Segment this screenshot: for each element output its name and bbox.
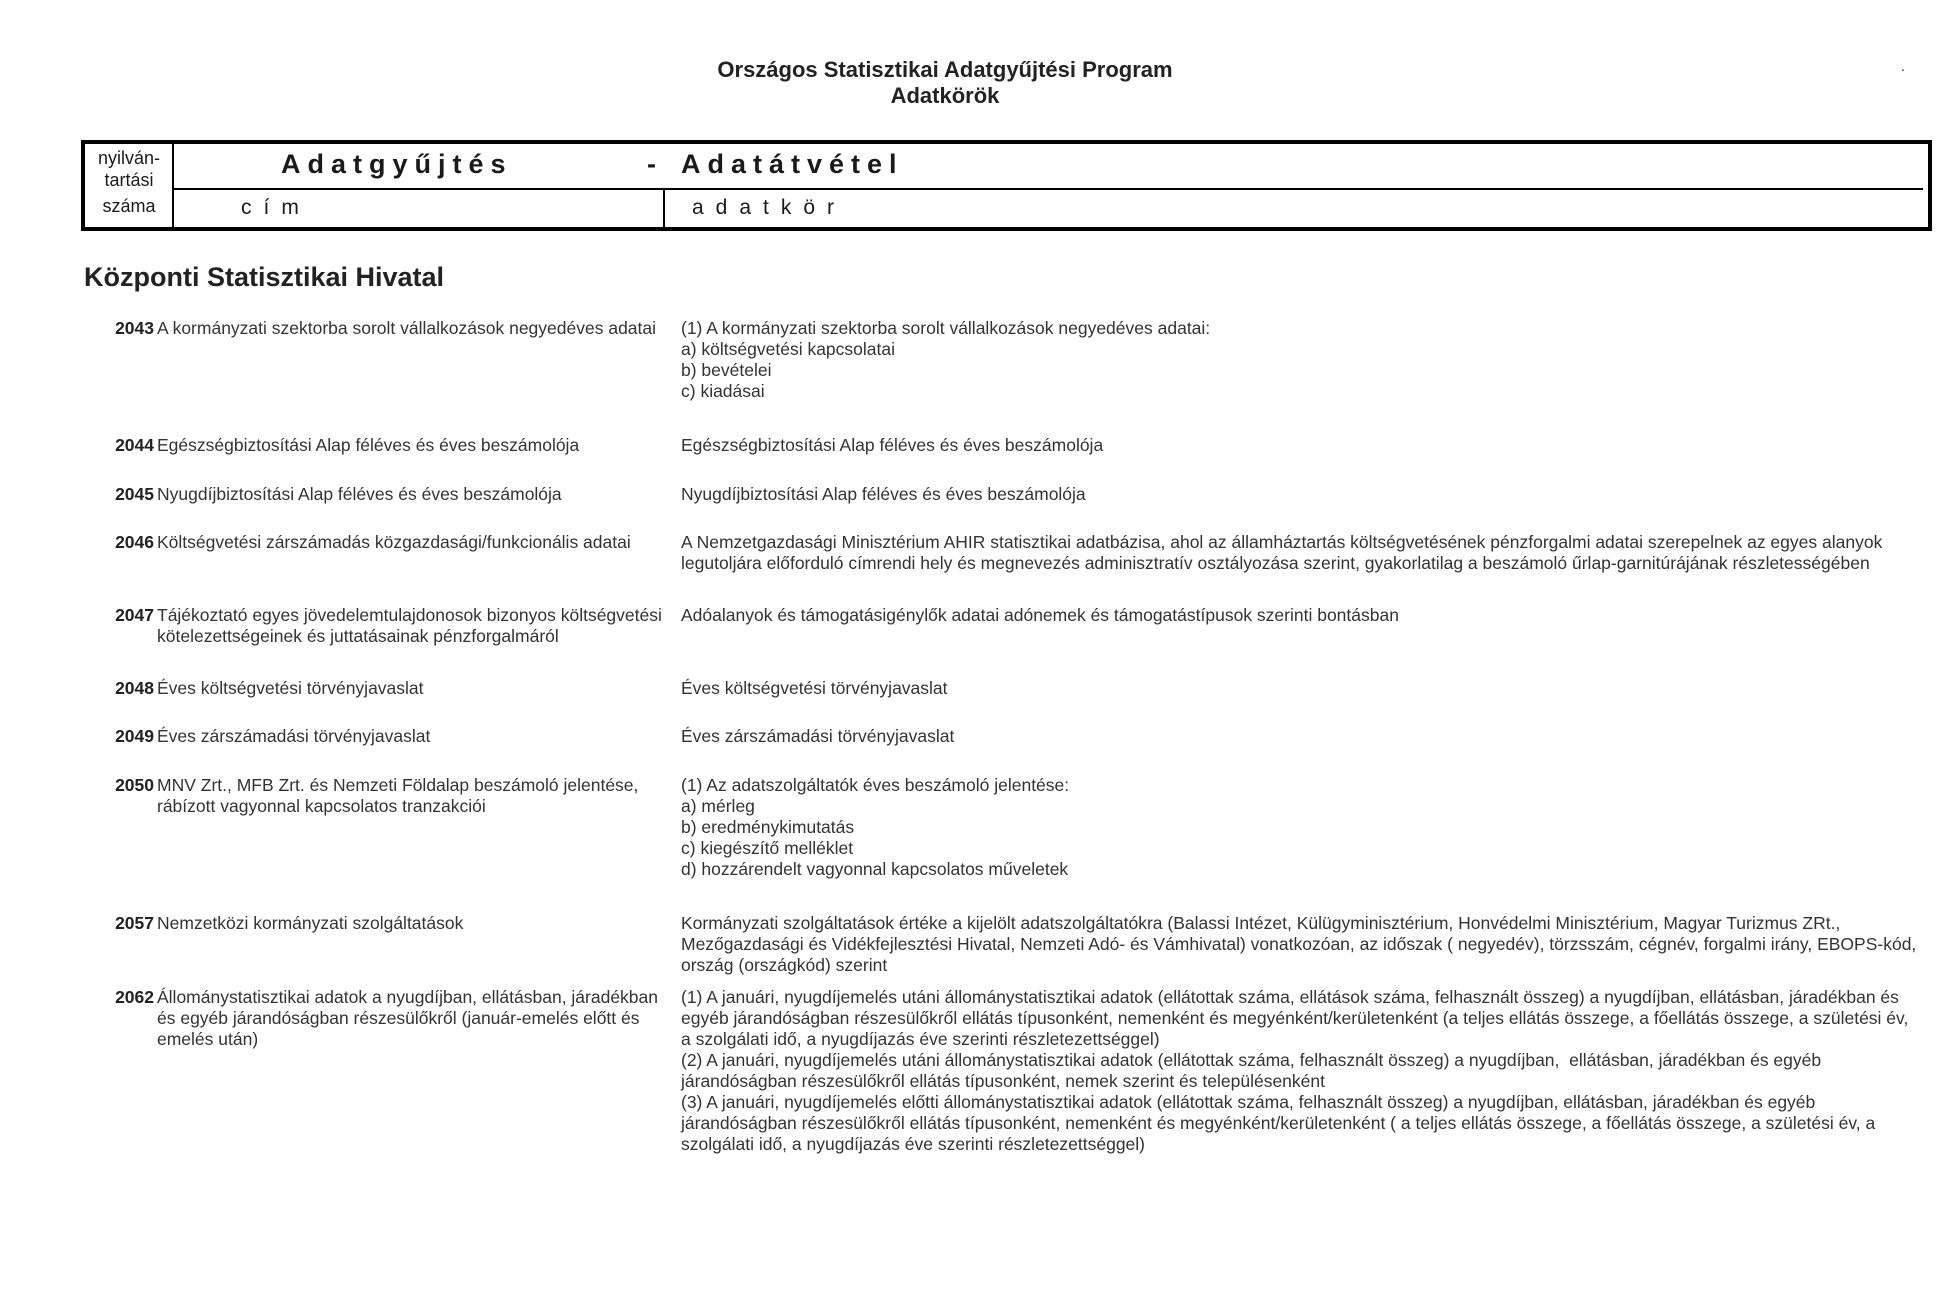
entry-description	[681, 678, 1921, 699]
header-divider	[663, 190, 665, 231]
entry-description-line: (3) A januári, nyugdíjemelés előtti állománystatisztikai adatok (ellátottak száma, felhasznált összeg) a nyugdíjban, ellátásban, járadékban és egyéb járandóságban részesülőkről ellátás típusonként, nemenként és megyénként/kerületenként ( a teljes ellátás összege, a főellátás összege, a születési év, a szolgálati idő, a nyugdíjazás éve szerinti részletezettséggel)	[681, 1092, 1881, 1154]
entry-description-line: Egészségbiztosítási Alap féléves és éves beszámolója	[681, 435, 1104, 455]
entry-description-line: c) kiadásai	[681, 381, 765, 401]
entry-number: 2044	[115, 435, 154, 455]
entry-title: Költségvetési zárszámadás közgazdasági/funkcionális adatai	[157, 532, 631, 552]
entry-title: MNV Zrt., MFB Zrt. és Nemzeti Földalap beszámoló jelentése, rábízott vagyonnal kapcsolatos tranzakciói	[157, 775, 639, 816]
entry-title: Állománystatisztikai adatok a nyugdíjban, ellátásban, járadékban és egyéb járandóságban részesülőkről (január-emelés előtt és emelés után)	[157, 987, 659, 1049]
corner-mark: .	[1901, 58, 1905, 74]
col-header-cim: cím	[241, 196, 311, 219]
entry-description	[681, 484, 1921, 505]
entry-title: Egészségbiztosítási Alap féléves és éves beszámolója	[157, 435, 580, 455]
entry-description-line: (2) A januári, nyugdíjemelés utáni állománystatisztikai adatok (ellátottak száma, felhasznált összeg) a nyugdíjban, ellátásban, járadékban és egyéb járandóságban részesülőkről ellátás típusonként, nemek szerint és településenként	[681, 1050, 1826, 1091]
entry-description-line: A Nemzetgazdasági Minisztérium AHIR statisztikai adatbázisa, ahol az államháztartás költségvetésének pénzforgalmi adatai szerepelnek az egyes alanyok legutoljára előforduló címrendi hely és megnevezés adminisztratív osztályozása szerint, gyakorlatilag a beszámoló űrlap-garnitúrájának részletességében	[681, 532, 1888, 573]
entry-title: Éves költségvetési törvényjavaslat	[157, 678, 424, 698]
entry-description-line: Éves költségvetési törvényjavaslat	[681, 678, 948, 698]
entry-title: A kormányzati szektorba sorolt vállalkozások negyedéves adatai	[157, 318, 657, 338]
organization-heading: Központi Statisztikai Hivatal	[84, 262, 445, 292]
entry-description	[681, 726, 1921, 747]
entry-number: 2045	[115, 484, 154, 504]
entry-number: 2062	[115, 987, 154, 1007]
entry-number: 2049	[115, 726, 154, 746]
col-header-number-line3: száma	[102, 196, 156, 216]
entry-description	[681, 775, 1921, 880]
col-header-dash: -	[647, 149, 656, 179]
column-header-frame	[81, 140, 1932, 231]
col-header-number-line2: tartási	[104, 170, 154, 190]
entry-description-line: (1) Az adatszolgáltatók éves beszámoló jelentése:	[681, 775, 1070, 795]
entry-description	[681, 532, 1921, 574]
entry-number: 2057	[115, 913, 154, 933]
header-divider	[172, 144, 174, 227]
entry-description	[681, 913, 1921, 976]
entry-description	[681, 318, 1921, 402]
header-divider	[172, 188, 1923, 190]
entry-description-line: (1) A januári, nyugdíjemelés utáni állománystatisztikai adatok (ellátottak száma, ellátások száma, felhasznált összeg) a nyugdíjban, ellátásban, járadékban és egyéb járandóságban részesülőkről ellátás típusonként, nemenként és megyénként/kerületenként (a teljes ellátás összege, a főellátás összege, a születési év, a szolgálati idő, a nyugdíjazás éve szerinti részletezettséggel)	[681, 987, 1914, 1049]
entry-description-line: Adóalanyok és támogatásigénylők adatai adónemek és támogatástípusok szerinti bontásban	[681, 605, 1399, 625]
col-header-number-line1: nyilván-	[97, 148, 161, 168]
col-header-adatgyujtes: Adatgyűjtés	[281, 149, 513, 179]
entry-description	[681, 605, 1921, 626]
entry-number: 2050	[115, 775, 154, 795]
entry-description	[681, 987, 1921, 1155]
entry-title: Nemzetközi kormányzati szolgáltatások	[157, 913, 464, 933]
entry-description-line: c) kiegészítő melléklet	[681, 838, 854, 858]
entry-description-line: Nyugdíjbiztosítási Alap féléves és éves beszámolója	[681, 484, 1086, 504]
entry-title: Tájékoztató egyes jövedelemtulajdonosok bizonyos költségvetési kötelezettségeinek és juttatásainak pénzforgalmáról	[157, 605, 662, 646]
entry-number: 2043	[115, 318, 154, 338]
entry-description-line: a) költségvetési kapcsolatai	[681, 339, 895, 359]
col-header-adatkor: adatkör	[692, 196, 847, 219]
entry-description-line: d) hozzárendelt vagyonnal kapcsolatos műveletek	[681, 859, 1069, 879]
entry-description-line: b) eredménykimutatás	[681, 817, 855, 837]
entry-description-line: Kormányzati szolgáltatások értéke a kijelölt adatszolgáltatókra (Balassi Intézet, Külügyminisztérium, Honvédelmi Minisztérium, Magyar Turizmus ZRt., Mezőgazdasági és Vidékfejlesztési Hivatal, Nemzeti Adó- és Vámhivatal) vonatkozóan, az időszak ( negyedév), törzsszám, cégnév, forgalmi irány, EBOPS-kód, ország (országkód) szerint	[681, 913, 1922, 975]
entry-description-line: b) bevételei	[681, 360, 772, 380]
col-header-adatatvetel: Adatátvétel	[681, 149, 904, 179]
entry-title: Nyugdíjbiztosítási Alap féléves és éves beszámolója	[157, 484, 562, 504]
entry-number: 2046	[115, 532, 154, 552]
page-title: Országos Statisztikai Adatgyűjtési Program	[717, 57, 1173, 82]
entry-title: Éves zárszámadási törvényjavaslat	[157, 726, 431, 746]
entry-number: 2047	[115, 605, 154, 625]
entry-description-line: Éves zárszámadási törvényjavaslat	[681, 726, 955, 746]
page-subtitle: Adatkörök	[890, 83, 1000, 108]
entry-description-line: (1) A kormányzati szektorba sorolt vállalkozások negyedéves adatai:	[681, 318, 1211, 338]
entry-number: 2048	[115, 678, 154, 698]
entry-description-line: a) mérleg	[681, 796, 755, 816]
entry-description	[681, 435, 1921, 456]
